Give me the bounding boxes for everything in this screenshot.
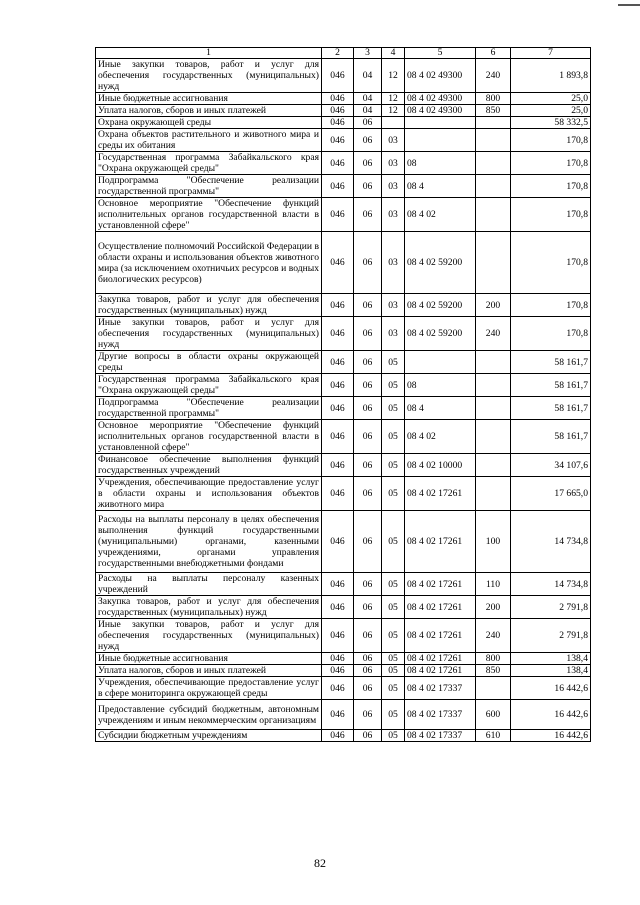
cell-rz: 06 [354, 665, 382, 677]
cell-name: Основное мероприятие "Обеспечение функций исполнительных органов государственной власти в установленной сфере" [96, 420, 322, 454]
cell-kcsr: 08 4 02 17261 [405, 511, 476, 573]
cell-rz: 06 [354, 677, 382, 700]
cell-rz: 04 [354, 105, 382, 117]
cell-sum: 58 161,7 [511, 420, 591, 454]
table-row [96, 511, 591, 573]
cell-pr: 05 [382, 596, 405, 619]
cell-ved: 046 [322, 653, 354, 665]
cell-pr: 05 [382, 730, 405, 742]
page-number: 82 [314, 856, 326, 870]
header-cell-7: 7 [511, 48, 591, 59]
table-row [96, 117, 591, 129]
cell-ved: 046 [322, 619, 354, 653]
cell-vr: 800 [476, 93, 511, 105]
cell-rz: 06 [354, 175, 382, 198]
cell-ved: 046 [322, 665, 354, 677]
table-row [96, 152, 591, 175]
cell-kcsr: 08 4 [405, 175, 476, 198]
cell-rz: 06 [354, 317, 382, 351]
cell-vr [476, 117, 511, 129]
header-cell-4: 4 [382, 48, 405, 59]
corner-mark [618, 4, 640, 6]
cell-ved: 046 [322, 59, 354, 93]
cell-vr [476, 152, 511, 175]
cell-kcsr: 08 4 02 49300 [405, 93, 476, 105]
cell-vr [476, 420, 511, 454]
cell-kcsr: 08 4 02 [405, 420, 476, 454]
table-row [96, 677, 591, 700]
cell-vr: 800 [476, 653, 511, 665]
table-row [96, 653, 591, 665]
cell-name: Охрана окружающей среды [96, 117, 322, 129]
table-row [96, 129, 591, 152]
cell-ved: 046 [322, 596, 354, 619]
cell-sum: 16 442,6 [511, 700, 591, 730]
table-row [96, 420, 591, 454]
cell-vr: 100 [476, 511, 511, 573]
cell-pr: 05 [382, 573, 405, 596]
cell-vr: 850 [476, 665, 511, 677]
cell-vr: 110 [476, 573, 511, 596]
cell-kcsr: 08 [405, 374, 476, 397]
cell-pr: 12 [382, 59, 405, 93]
cell-vr [476, 351, 511, 374]
cell-kcsr: 08 4 02 59200 [405, 317, 476, 351]
cell-sum: 14 734,8 [511, 511, 591, 573]
cell-ved: 046 [322, 477, 354, 511]
cell-name: Иные закупки товаров, работ и услуг для обеспечения государственных (муниципальных) нужд [96, 59, 322, 93]
cell-sum: 58 161,7 [511, 351, 591, 374]
cell-name: Уплата налогов, сборов и иных платежей [96, 105, 322, 117]
table-row [96, 93, 591, 105]
table-row [96, 59, 591, 93]
cell-rz: 06 [354, 653, 382, 665]
cell-kcsr: 08 4 02 10000 [405, 454, 476, 477]
cell-sum: 170,8 [511, 129, 591, 152]
cell-sum: 170,8 [511, 232, 591, 294]
cell-rz: 06 [354, 596, 382, 619]
cell-sum: 25,0 [511, 93, 591, 105]
cell-kcsr: 08 4 02 17261 [405, 665, 476, 677]
cell-pr: 03 [382, 232, 405, 294]
table-row [96, 619, 591, 653]
table-row [96, 454, 591, 477]
cell-pr: 03 [382, 152, 405, 175]
cell-rz: 06 [354, 294, 382, 317]
cell-vr [476, 175, 511, 198]
cell-vr: 200 [476, 596, 511, 619]
cell-rz: 06 [354, 573, 382, 596]
table-row [96, 351, 591, 374]
cell-ved: 046 [322, 397, 354, 420]
cell-name: Иные закупки товаров, работ и услуг для обеспечения государственных (муниципальных) нужд [96, 619, 322, 653]
cell-rz: 06 [354, 117, 382, 129]
cell-ved: 046 [322, 175, 354, 198]
cell-name: Иные закупки товаров, работ и услуг для обеспечения государственных (муниципальных) нужд [96, 317, 322, 351]
cell-sum: 17 665,0 [511, 477, 591, 511]
cell-ved: 046 [322, 700, 354, 730]
cell-sum: 34 107,6 [511, 454, 591, 477]
cell-name: Учреждения, обеспечивающие предоставление услуг в области охраны и использования объектов животного мира [96, 477, 322, 511]
cell-kcsr: 08 4 [405, 397, 476, 420]
cell-vr: 610 [476, 730, 511, 742]
cell-sum: 170,8 [511, 152, 591, 175]
cell-sum: 14 734,8 [511, 573, 591, 596]
cell-name: Охрана объектов растительного и животного мира и среды их обитания [96, 129, 322, 152]
cell-ved: 046 [322, 573, 354, 596]
cell-rz: 04 [354, 59, 382, 93]
cell-sum: 138,4 [511, 665, 591, 677]
cell-sum: 138,4 [511, 653, 591, 665]
cell-name: Субсидии бюджетным учреждениям [96, 730, 322, 742]
cell-rz: 06 [354, 511, 382, 573]
cell-rz: 06 [354, 198, 382, 232]
budget-table [95, 47, 591, 742]
cell-sum: 2 791,8 [511, 596, 591, 619]
cell-name: Расходы на выплаты персоналу казенных учреждений [96, 573, 322, 596]
cell-rz: 06 [354, 619, 382, 653]
cell-name: Предоставление субсидий бюджетным, автономным учреждениям и иным некоммерческим организациям [96, 700, 322, 730]
cell-kcsr: 08 4 02 17337 [405, 700, 476, 730]
cell-sum: 25,0 [511, 105, 591, 117]
cell-vr [476, 129, 511, 152]
cell-rz: 04 [354, 93, 382, 105]
cell-rz: 06 [354, 730, 382, 742]
cell-vr [476, 454, 511, 477]
header-cell-6: 6 [476, 48, 511, 59]
cell-pr: 05 [382, 665, 405, 677]
cell-name: Иные бюджетные ассигнования [96, 93, 322, 105]
cell-ved: 046 [322, 317, 354, 351]
cell-ved: 046 [322, 198, 354, 232]
cell-name: Иные бюджетные ассигнования [96, 653, 322, 665]
table-row [96, 198, 591, 232]
cell-vr [476, 397, 511, 420]
cell-pr: 05 [382, 351, 405, 374]
cell-sum: 58 161,7 [511, 397, 591, 420]
cell-name: Осуществление полномочий Российской Федерации в области охраны и использования объектов животного мира (за исключением охотничьих ресурсов и водных биологических ресурсов) [96, 232, 322, 294]
cell-pr: 05 [382, 511, 405, 573]
cell-ved: 046 [322, 730, 354, 742]
cell-kcsr: 08 4 02 59200 [405, 232, 476, 294]
cell-pr: 03 [382, 129, 405, 152]
table-row [96, 573, 591, 596]
cell-kcsr [405, 117, 476, 129]
table-row [96, 730, 591, 742]
cell-sum: 16 442,6 [511, 677, 591, 700]
cell-pr: 03 [382, 198, 405, 232]
cell-kcsr: 08 4 02 17261 [405, 573, 476, 596]
table-row [96, 596, 591, 619]
cell-vr [476, 477, 511, 511]
header-cell-1: 1 [96, 48, 322, 59]
cell-vr [476, 198, 511, 232]
cell-kcsr: 08 4 02 17261 [405, 477, 476, 511]
cell-kcsr: 08 4 02 17337 [405, 730, 476, 742]
cell-name: Государственная программа Забайкальского края "Охрана окружающей среды" [96, 374, 322, 397]
cell-ved: 046 [322, 677, 354, 700]
cell-ved: 046 [322, 294, 354, 317]
header-cell-2: 2 [322, 48, 354, 59]
cell-pr: 05 [382, 653, 405, 665]
table-row [96, 374, 591, 397]
table-row [96, 700, 591, 730]
cell-pr: 03 [382, 317, 405, 351]
cell-rz: 06 [354, 420, 382, 454]
cell-rz: 06 [354, 477, 382, 511]
cell-sum: 1 893,8 [511, 59, 591, 93]
cell-ved: 046 [322, 351, 354, 374]
cell-kcsr: 08 4 02 59200 [405, 294, 476, 317]
cell-vr [476, 677, 511, 700]
cell-sum: 2 791,8 [511, 619, 591, 653]
cell-sum: 170,8 [511, 294, 591, 317]
cell-vr: 850 [476, 105, 511, 117]
cell-vr: 600 [476, 700, 511, 730]
cell-ved: 046 [322, 105, 354, 117]
cell-name: Учреждения, обеспечивающие предоставление услуг в сфере мониторинга окружающей среды [96, 677, 322, 700]
cell-sum: 170,8 [511, 317, 591, 351]
cell-name: Основное мероприятие "Обеспечение функций исполнительных органов государственной власти в установленной сфере" [96, 198, 322, 232]
cell-name: Государственная программа Забайкальского края "Охрана окружающей среды" [96, 152, 322, 175]
cell-ved: 046 [322, 454, 354, 477]
cell-pr [382, 117, 405, 129]
cell-pr: 05 [382, 397, 405, 420]
cell-sum: 170,8 [511, 198, 591, 232]
cell-rz: 06 [354, 454, 382, 477]
cell-kcsr: 08 4 02 17261 [405, 653, 476, 665]
cell-pr: 05 [382, 700, 405, 730]
cell-rz: 06 [354, 351, 382, 374]
cell-vr [476, 374, 511, 397]
cell-ved: 046 [322, 129, 354, 152]
table-row [96, 665, 591, 677]
cell-pr: 05 [382, 677, 405, 700]
table-row [96, 317, 591, 351]
cell-pr: 12 [382, 93, 405, 105]
cell-name: Финансовое обеспечение выполнения функций государственных учреждений [96, 454, 322, 477]
cell-ved: 046 [322, 374, 354, 397]
cell-rz: 06 [354, 397, 382, 420]
table-header-row [96, 48, 591, 59]
cell-rz: 06 [354, 374, 382, 397]
table-row [96, 477, 591, 511]
cell-sum: 58 161,7 [511, 374, 591, 397]
cell-kcsr: 08 4 02 17261 [405, 619, 476, 653]
cell-name: Закупка товаров, работ и услуг для обеспечения государственных (муниципальных) нужд [96, 596, 322, 619]
cell-kcsr: 08 4 02 [405, 198, 476, 232]
cell-kcsr [405, 129, 476, 152]
cell-name: Закупка товаров, работ и услуг для обеспечения государственных (муниципальных) нужд [96, 294, 322, 317]
cell-vr: 240 [476, 619, 511, 653]
cell-rz: 06 [354, 152, 382, 175]
cell-pr: 05 [382, 619, 405, 653]
cell-rz: 06 [354, 232, 382, 294]
header-cell-3: 3 [354, 48, 382, 59]
cell-sum: 16 442,6 [511, 730, 591, 742]
table-row [96, 232, 591, 294]
cell-sum: 170,8 [511, 175, 591, 198]
cell-ved: 046 [322, 152, 354, 175]
cell-name: Другие вопросы в области охраны окружающей среды [96, 351, 322, 374]
cell-pr: 03 [382, 175, 405, 198]
cell-pr: 12 [382, 105, 405, 117]
cell-name: Расходы на выплаты персоналу в целях обеспечения выполнения функций государственными (муниципальными) органами, казенными учреждениями, органами управления государственными внебюджетными фондами [96, 511, 322, 573]
cell-ved: 046 [322, 117, 354, 129]
cell-kcsr: 08 4 02 17337 [405, 677, 476, 700]
cell-pr: 05 [382, 420, 405, 454]
cell-kcsr [405, 351, 476, 374]
cell-kcsr: 08 4 02 49300 [405, 59, 476, 93]
cell-kcsr: 08 4 02 49300 [405, 105, 476, 117]
cell-pr: 05 [382, 454, 405, 477]
cell-vr: 200 [476, 294, 511, 317]
cell-rz: 06 [354, 700, 382, 730]
cell-name: Подпрограмма "Обеспечение реализации государственной программы" [96, 175, 322, 198]
cell-kcsr: 08 4 02 17261 [405, 596, 476, 619]
header-cell-5: 5 [405, 48, 476, 59]
cell-ved: 046 [322, 420, 354, 454]
cell-pr: 05 [382, 477, 405, 511]
cell-name: Уплата налогов, сборов и иных платежей [96, 665, 322, 677]
cell-ved: 046 [322, 93, 354, 105]
cell-pr: 03 [382, 294, 405, 317]
cell-name: Подпрограмма "Обеспечение реализации государственной программы" [96, 397, 322, 420]
table-row [96, 397, 591, 420]
cell-sum: 58 332,5 [511, 117, 591, 129]
table-row [96, 294, 591, 317]
cell-kcsr: 08 [405, 152, 476, 175]
cell-ved: 046 [322, 232, 354, 294]
cell-ved: 046 [322, 511, 354, 573]
cell-vr [476, 232, 511, 294]
cell-vr: 240 [476, 59, 511, 93]
cell-pr: 05 [382, 374, 405, 397]
table-row [96, 105, 591, 117]
cell-vr: 240 [476, 317, 511, 351]
table-row [96, 175, 591, 198]
cell-rz: 06 [354, 129, 382, 152]
